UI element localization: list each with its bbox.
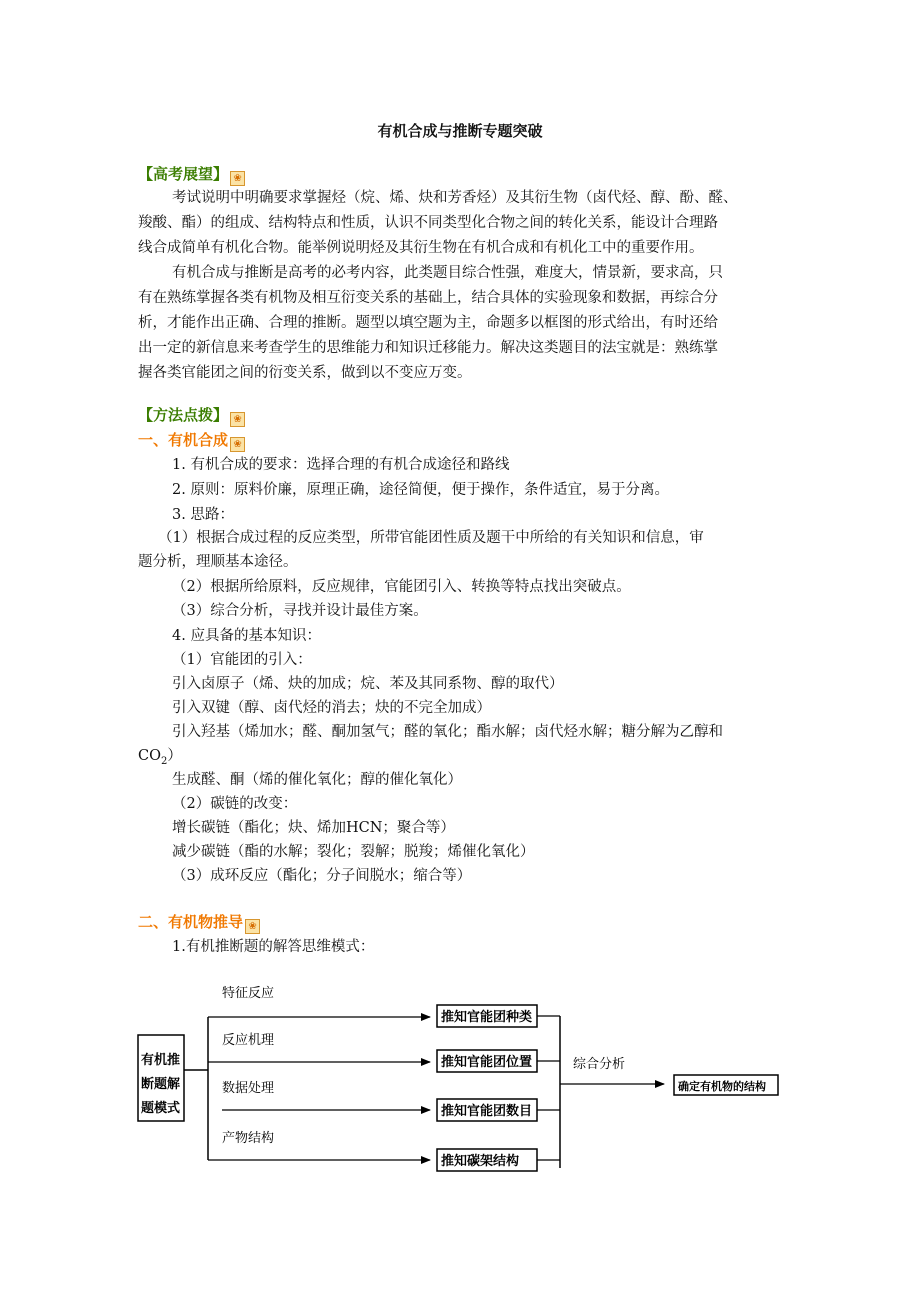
result-label: 确定有机物的结构 [678, 1080, 766, 1093]
synthesis-line: （2）根据所给原料，反应规律，官能团引入、转换等特点找出突破点。 [172, 579, 631, 595]
middle-label: 综合分析 [573, 1057, 626, 1072]
branch-label: 反应机理 [222, 1033, 275, 1048]
synthesis-line: 1. 有机合成的要求：选择合理的有机合成途径和路线 [172, 457, 510, 473]
target-label: 推知官能团数目 [441, 1104, 533, 1119]
synthesis-line: 生成醛、酮（烯的催化氧化；醇的催化氧化） [172, 772, 462, 788]
synthesis-line: （3）成环反应（酯化；分子间脱水；缩合等） [172, 868, 472, 884]
synthesis-line: 引入双键（醇、卤代烃的消去；炔的不完全加成） [172, 700, 491, 716]
page-title: 有机合成与推断专题突破 [377, 122, 543, 140]
synthesis-line: （1）官能团的引入： [172, 652, 312, 668]
synthesis-line: 2. 原则：原料价廉，原理正确，途径简便，便于操作，条件适宜，易于分离。 [172, 482, 669, 498]
outlook-para1-line: 考试说明中明确要求掌握烃（烷、烯、炔和芳香烃）及其衍生物（卤代烃、醇、酚、醛、 [172, 190, 738, 206]
flower-icon: ❀ [245, 919, 260, 934]
co2-close: ） [167, 748, 182, 764]
flower-icon: ❀ [230, 171, 245, 186]
outlook-para2-line: 析，才能作出正确、合理的推断。题型以填空题为主，命题多以框图的形式给出，有时还给 [138, 315, 718, 331]
branch-label: 特征反应 [222, 986, 275, 1001]
flower-icon: ❀ [230, 437, 245, 452]
synthesis-line: 3. 思路： [172, 507, 234, 523]
section-heading-outlook-label: 【高考展望】 [138, 165, 229, 183]
start-box-line: 题模式 [141, 1101, 181, 1116]
synthesis-line: 题分析，理顺基本途径。 [138, 554, 298, 570]
synthesis-line: 引入卤原子（烯、炔的加成；烷、苯及其同系物、醇的取代） [172, 676, 564, 692]
outlook-para2-line: 有在熟练掌握各类有机物及相互衍变关系的基础上，结合具体的实验现象和数据，再综合分 [138, 290, 718, 306]
branch-label: 产物结构 [222, 1131, 275, 1146]
synthesis-line: （1）根据合成过程的反应类型，所带官能团性质及题干中所给的有关知识和信息，审 [158, 530, 704, 546]
flower-icon: ❀ [230, 412, 245, 427]
synthesis-line: （2）碳链的改变： [172, 796, 298, 812]
start-box-line: 断题解 [141, 1077, 181, 1092]
start-box-line: 有机推 [141, 1053, 181, 1068]
outlook-para2-line: 有机合成与推断是高考的必考内容，此类题目综合性强，难度大，情景新，要求高，只 [172, 265, 723, 281]
outlook-para2-line: 出一定的新信息来考查学生的思维能力和知识迁移能力。解决这类题目的法宝就是：熟练掌 [138, 340, 718, 356]
synthesis-line: （3）综合分析，寻找并设计最佳方案。 [172, 603, 428, 619]
target-label: 推知官能团位置 [441, 1055, 533, 1070]
subsection-heading-synthesis-label: 一、有机合成 [138, 431, 229, 449]
synthesis-line: 增长碳链（酯化；炔、烯加HCN；聚合等） [172, 820, 455, 836]
co2-subscript: 2 [160, 755, 168, 767]
outlook-para2-line: 握各类官能团之间的衍变关系，做到以不变应万变。 [138, 365, 472, 381]
synthesis-line: 减少碳链（酯的水解；裂化；裂解；脱羧；烯催化氧化） [172, 844, 535, 860]
synthesis-line: 引入羟基（烯加水；醛、酮加氢气；醛的氧化；酯水解；卤代烃水解；糖分解为乙醇和 [172, 724, 723, 740]
synthesis-line: 4. 应具备的基本知识： [172, 628, 321, 644]
target-label: 推知碳架结构 [441, 1154, 520, 1169]
subsection-heading-inference-label: 二、有机物推导 [138, 913, 244, 931]
section-heading-method-label: 【方法点拨】 [138, 406, 229, 424]
outlook-para1-line: 线合成简单有机化合物。能举例说明烃及其衍生物在有机合成和有机化工中的重要作用。 [138, 240, 704, 256]
co2-text: CO [138, 748, 161, 764]
inference-line: 1.有机推断题的解答思维模式： [172, 939, 375, 955]
target-label: 推知官能团种类 [441, 1010, 533, 1025]
branch-label: 数据处理 [222, 1081, 275, 1096]
outlook-para1-line: 羧酸、酯）的组成、结构特点和性质，认识不同类型化合物之间的转化关系，能设计合理路 [138, 215, 718, 231]
